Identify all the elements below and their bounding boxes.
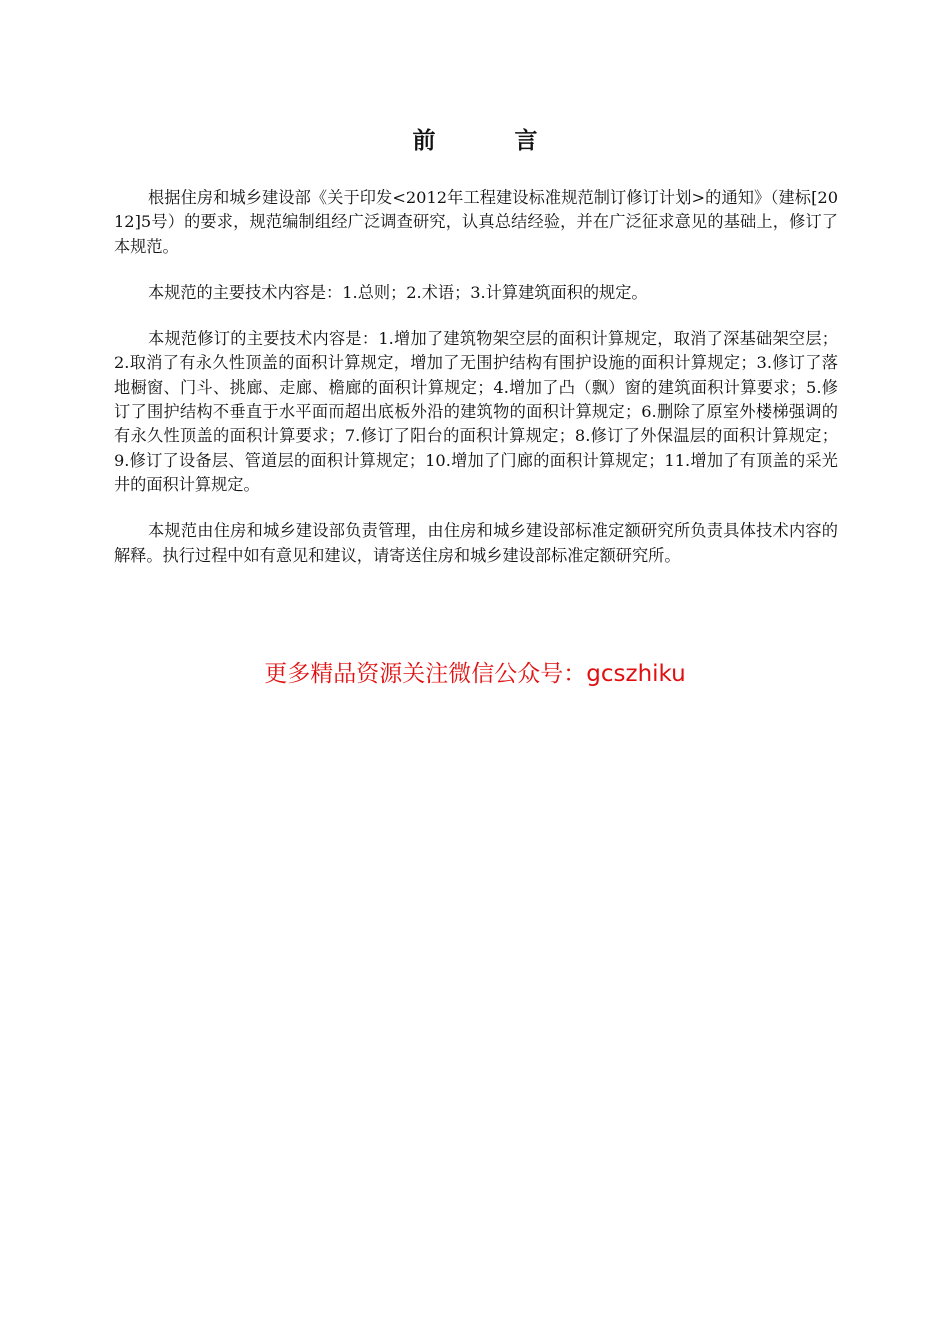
page-title: 前 言: [412, 127, 566, 154]
paragraph-revision-content: 本规范修订的主要技术内容是：1.增加了建筑物架空层的面积计算规定，取消了深基础架空层；2.取消了有永久性顶盖的面积计算规定，增加了无围护结构有围护设施的面积计算规定；3.修订了落地橱窗、门斗、挑廊、走廊、檐廊的面积计算规定；4.增加了凸（飘）窗的建筑面积计算要求；5.修订了围护结构不垂直于水平面而超出底板外沿的建筑物的面积计算规定；6.删除了原室外楼梯强调的有永久性顶盖的面积计算要求；7.修订了阳台的面积计算规定；8.修订了外保温层的面积计算规定；9.修订了设备层、管道层的面积计算规定；10.增加了门廊的面积计算规定；11.增加了有顶盖的采光井的面积计算规定。: [114, 329, 838, 494]
paragraph-main-content: 本规范的主要技术内容是：1.总则；2.术语；3.计算建筑面积的规定。: [148, 282, 648, 302]
promo-text: 更多精品资源关注微信公众号：gcszhiku: [264, 661, 686, 687]
paragraph-management: 本规范由住房和城乡建设部负责管理，由住房和城乡建设部标准定额研究所负责具体技术内容的解释。执行过程中如有意见和建议，请寄送住房和城乡建设部标准定额研究所。: [114, 521, 838, 565]
preface-body: [114, 186, 838, 590]
paragraph-background: 根据住房和城乡建设部《关于印发<2012年工程建设标准规范制订修订计划>的通知》（建标[2012]5号）的要求，规范编制组经广泛调查研究，认真总结经验，并在广泛征求意见的基础上，修订了本规范。: [114, 188, 838, 256]
